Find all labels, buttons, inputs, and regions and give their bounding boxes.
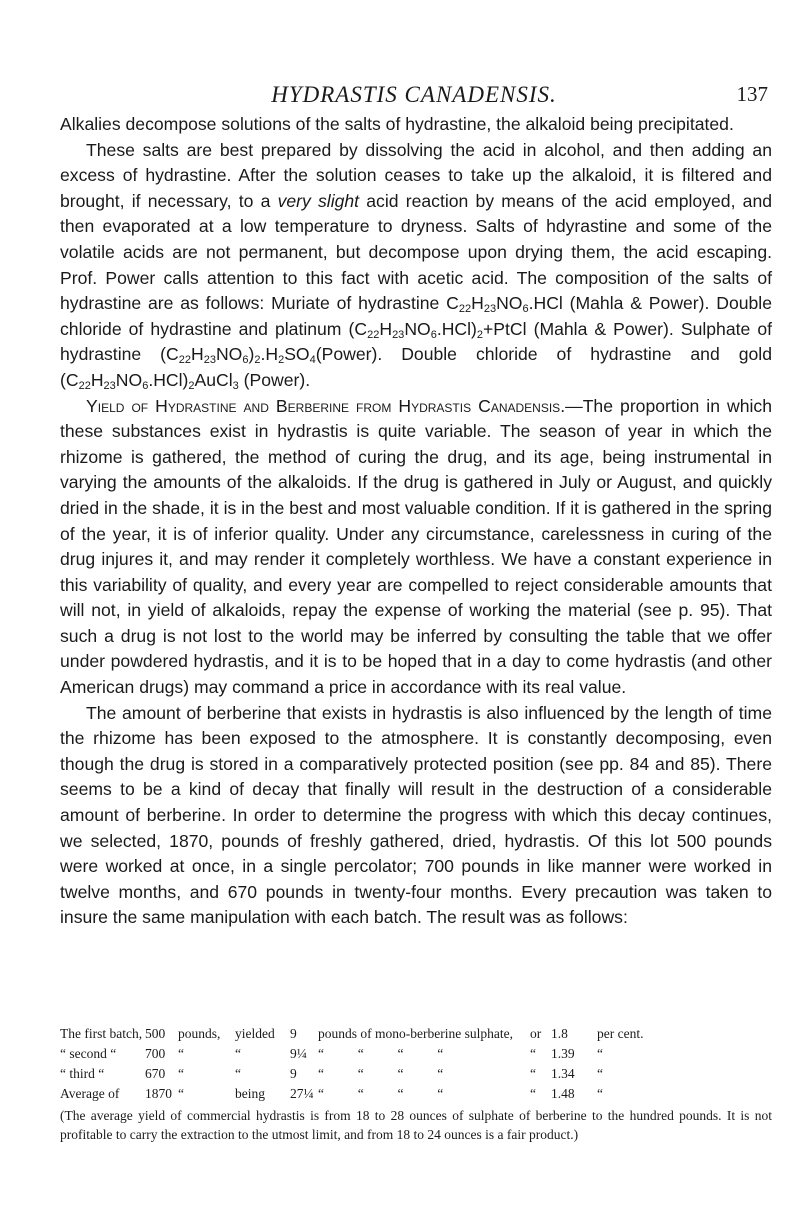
text-run: (Mahla & Power). Double chloride of hydrastine and platinum [60, 293, 772, 339]
paragraph-berberine-amount: The amount of berberine that exists in hydrastis is also influenced by the length of time the rhizome has been exposed to the atmosphere. It is constantly decomposing, even though the drug is stored in a comparatively protected position (see pp. 84 and 85). There seems to be a kind of decay that finally will result in the destruction of a considerable amount of berberine. In order to determine the progress with which this decay continues, we selected, 1870, pounds of freshly gathered, dried, hydrastis. Of this lot 500 pounds were worked at once, in a single percolator; 700 pounds in like manner were worked in twelve months, and 670 pounds in twenty-four months. Every precaution was taken to insure the same manipulation with each batch. The result was as follows: [60, 702, 772, 928]
paragraph-yield [60, 394, 772, 701]
text-run: (Power). [238, 369, 311, 390]
table-row: “ second “ 700 “ “ 9¼ “ “ “ “ “ 1.39 “ [60, 1046, 603, 1061]
text-run: . Double chloride of hydrastine and gold [377, 344, 773, 365]
running-head [60, 82, 768, 110]
yield-table [60, 1024, 772, 1104]
body-text [60, 112, 772, 931]
footnote: (The average yield of commercial hydrastis is from 18 to 28 ounces of sulphate of berberine to the hundred pounds. It is not profitable to carry the extraction to the utmost limit, and from 18 to 24 ounces is a fair product.) [60, 1108, 772, 1142]
text-run: (Mahla & Power). Sulphate of hydrastine [60, 318, 772, 365]
text-run: acid reaction by means of the acid employed, and then evaporated at a low temperature to dryness. Salts of hdyrastine and some of the volatile acids are not permanent, but decompose upon drying them, the acid escaping. Prof. Power calls attention to this fact with acetic acid. The composition of the salts of hydrastine are as follows: Muriate of hydrastine [60, 190, 773, 314]
paragraph-salts-preparation [60, 138, 772, 394]
emphasis-text: very slight [277, 190, 360, 211]
paragraph-alkalies: Alkalies decompose solutions of the salts of hydrastine, the alkaloid being precipitated. [60, 114, 734, 134]
formula-platinum: $(C_{22}H_{23}NO_6.HCl)_2+PtCl$ [348, 318, 527, 341]
formula-sulphate: $(C_{22}H_{23}NO_6)_2.H_2SO_4(Power)$ [160, 344, 378, 367]
page-number: 137 [736, 82, 768, 106]
table-row: “ third “ 670 “ “ 9 “ “ “ “ “ 1.34 “ [60, 1066, 603, 1081]
section-heading: Yield of Hydrastine and Berberine from Hydrastis Canadensis. [86, 395, 566, 416]
text-run: —The proportion in which these substances exist in hydrastis is quite variable. The season of year in which the rhizome is gathered, the method of curing the drug, and its age, being instrumental in varying the amounts of the alkaloids. If the drug is gathered in July or August, and quickly dried in the shade, it is in the best and most valuable condition. If it is gathered in the spring of the year, it is of inferior quality. Under any circumstance, carelessness in curing of the drug injures it, and may render it completely worthless. We have a constant experience in this variability of quality, and every year are compelled to reject considerable amounts that will not, in yield of alkaloids, repay the expense of working the material (see p. 95). That such a drug is not lost to the world may be inferred by consulting the table that we offer under powdered hydrastis, and it is to be hoped that in a day to come hydrastis (and other American drugs) may command a price in accordance with its real value. [60, 395, 772, 698]
table-row: The first batch, 500 pounds, yielded 9 pounds of mono-berberine sulphate, or 1.8 per cent. [60, 1026, 644, 1041]
formula-muriate: $C_{22}H_{23}NO_6.HCl$ [446, 293, 563, 316]
formula-gold: $(C_{22}H_{23}NO_6.HCl)_2AuCl_3$ [60, 369, 239, 392]
text-run: These salts are best prepared by dissolving the acid in alcohol, and then adding an excess of hydrastine. After the solution ceases to take up the alkaloid, it is filtered and brought, if necessary, to a [60, 139, 772, 211]
table-row: Average of 1870 “ being 27¼ “ “ “ “ “ 1.48 “ [60, 1086, 603, 1101]
running-head-title: HYDRASTIS CANADENSIS. [271, 82, 557, 107]
